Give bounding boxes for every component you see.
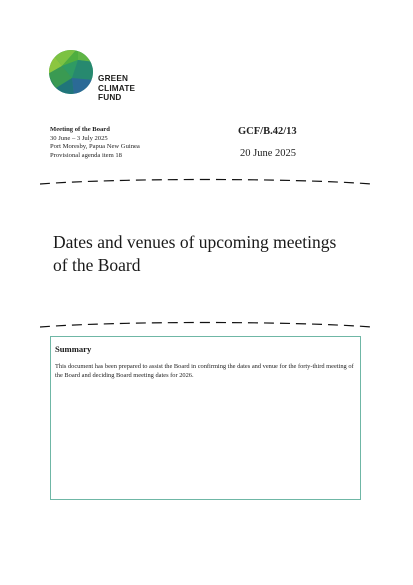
divider-top: [40, 175, 372, 187]
meeting-location: Port Moresby, Papua New Guinea: [50, 143, 140, 151]
document-reference: GCF/B.42/13: [238, 126, 297, 137]
meeting-dates: 30 June – 3 July 2025: [50, 134, 108, 142]
divider-bottom: [40, 318, 372, 330]
summary-box: [50, 336, 361, 500]
meeting-label: Meeting of the Board: [50, 126, 110, 133]
summary-body: This document has been prepared to assist the Board in confirming the dates and venue for the forty-third meeting of the Board and deciding Board meeting dates for 2026.: [55, 363, 354, 379]
meeting-info: [50, 126, 140, 160]
logo-line-climate: CLIMATE: [98, 83, 136, 93]
globe-icon: [48, 48, 94, 96]
logo-wordmark: [98, 74, 135, 103]
logo-line-green: GREEN: [98, 74, 129, 83]
agenda-item: Provisional agenda item 18: [50, 151, 122, 159]
logo: [48, 48, 143, 110]
document-title: Dates and venues of upcoming meetings of the Board: [53, 232, 337, 275]
logo-line-fund: FUND: [98, 93, 122, 102]
summary-heading: Summary: [55, 344, 92, 354]
document-date: 20 June 2025: [240, 148, 296, 159]
